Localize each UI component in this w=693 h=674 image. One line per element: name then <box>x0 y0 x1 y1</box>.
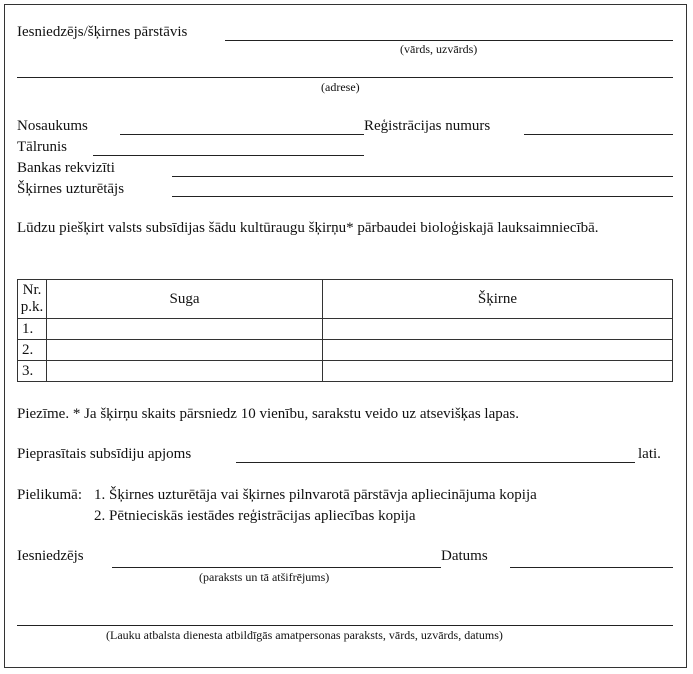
name-hint: (vārds, uzvārds) <box>400 42 478 56</box>
col-header-species: Suga <box>47 280 323 319</box>
col-header-variety: Šķirne <box>323 280 673 319</box>
date-line[interactable] <box>510 567 673 568</box>
address-hint: (adrese) <box>321 80 360 94</box>
bank-label: Bankas rekvizīti <box>17 160 115 176</box>
subsidy-unit: lati. <box>638 446 661 462</box>
species-cell[interactable] <box>47 319 323 340</box>
attachments-label: Pielikumā: <box>17 487 82 503</box>
table-header-row <box>18 280 673 319</box>
name-line[interactable] <box>120 134 364 135</box>
attachment-item: 2. Pētnieciskās iestādes reģistrācijas apliecības kopija <box>94 508 416 524</box>
phone-label: Tālrunis <box>17 139 67 155</box>
variety-cell[interactable] <box>323 340 673 361</box>
table-row <box>18 361 673 382</box>
bank-line[interactable] <box>172 176 673 177</box>
species-cell[interactable] <box>47 340 323 361</box>
table-row <box>18 340 673 361</box>
col-header-number: Nr. p.k. <box>18 280 47 319</box>
applicant-name-line[interactable] <box>225 40 673 41</box>
species-cell[interactable] <box>47 361 323 382</box>
request-text: Lūdzu piešķirt valsts subsīdijas šādu kultūraugu šķirņu* pārbaudei bioloģiskajā lauksaimniecībā. <box>17 220 599 236</box>
maintainer-line[interactable] <box>172 196 673 197</box>
applicant-label: Iesniedzējs/šķirnes pārstāvis <box>17 24 188 40</box>
official-hint: (Lauku atbalsta dienesta atbildīgās amatpersonas paraksts, vārds, uzvārds, datums) <box>106 628 503 642</box>
subsidy-label: Pieprasītais subsīdiju apjoms <box>17 446 192 462</box>
varieties-table <box>17 279 673 382</box>
row-number: 1. <box>18 319 47 340</box>
variety-cell[interactable] <box>323 319 673 340</box>
address-line[interactable] <box>17 77 673 78</box>
signature-line[interactable] <box>112 567 441 568</box>
reg-number-label: Reģistrācijas numurs <box>364 118 491 134</box>
applicant-signature-label: Iesniedzējs <box>17 548 84 564</box>
subsidy-amount-line[interactable] <box>236 462 635 463</box>
variety-cell[interactable] <box>323 361 673 382</box>
attachment-item: 1. Šķirnes uzturētāja vai šķirnes pilnvarotā pārstāvja apliecinājuma kopija <box>94 487 537 503</box>
name-label: Nosaukums <box>17 118 88 134</box>
signature-hint: (paraksts un tā atšifrējums) <box>199 570 330 584</box>
date-label: Datums <box>441 548 488 564</box>
note-text: Piezīme. * Ja šķirņu skaits pārsniedz 10 vienību, sarakstu veido uz atsevišķas lapas. <box>17 406 519 422</box>
official-signature-line[interactable] <box>17 625 673 626</box>
row-number: 2. <box>18 340 47 361</box>
row-number: 3. <box>18 361 47 382</box>
maintainer-label: Šķirnes uzturētājs <box>17 181 125 197</box>
reg-number-line[interactable] <box>524 134 673 135</box>
phone-line[interactable] <box>93 155 364 156</box>
table-row <box>18 319 673 340</box>
